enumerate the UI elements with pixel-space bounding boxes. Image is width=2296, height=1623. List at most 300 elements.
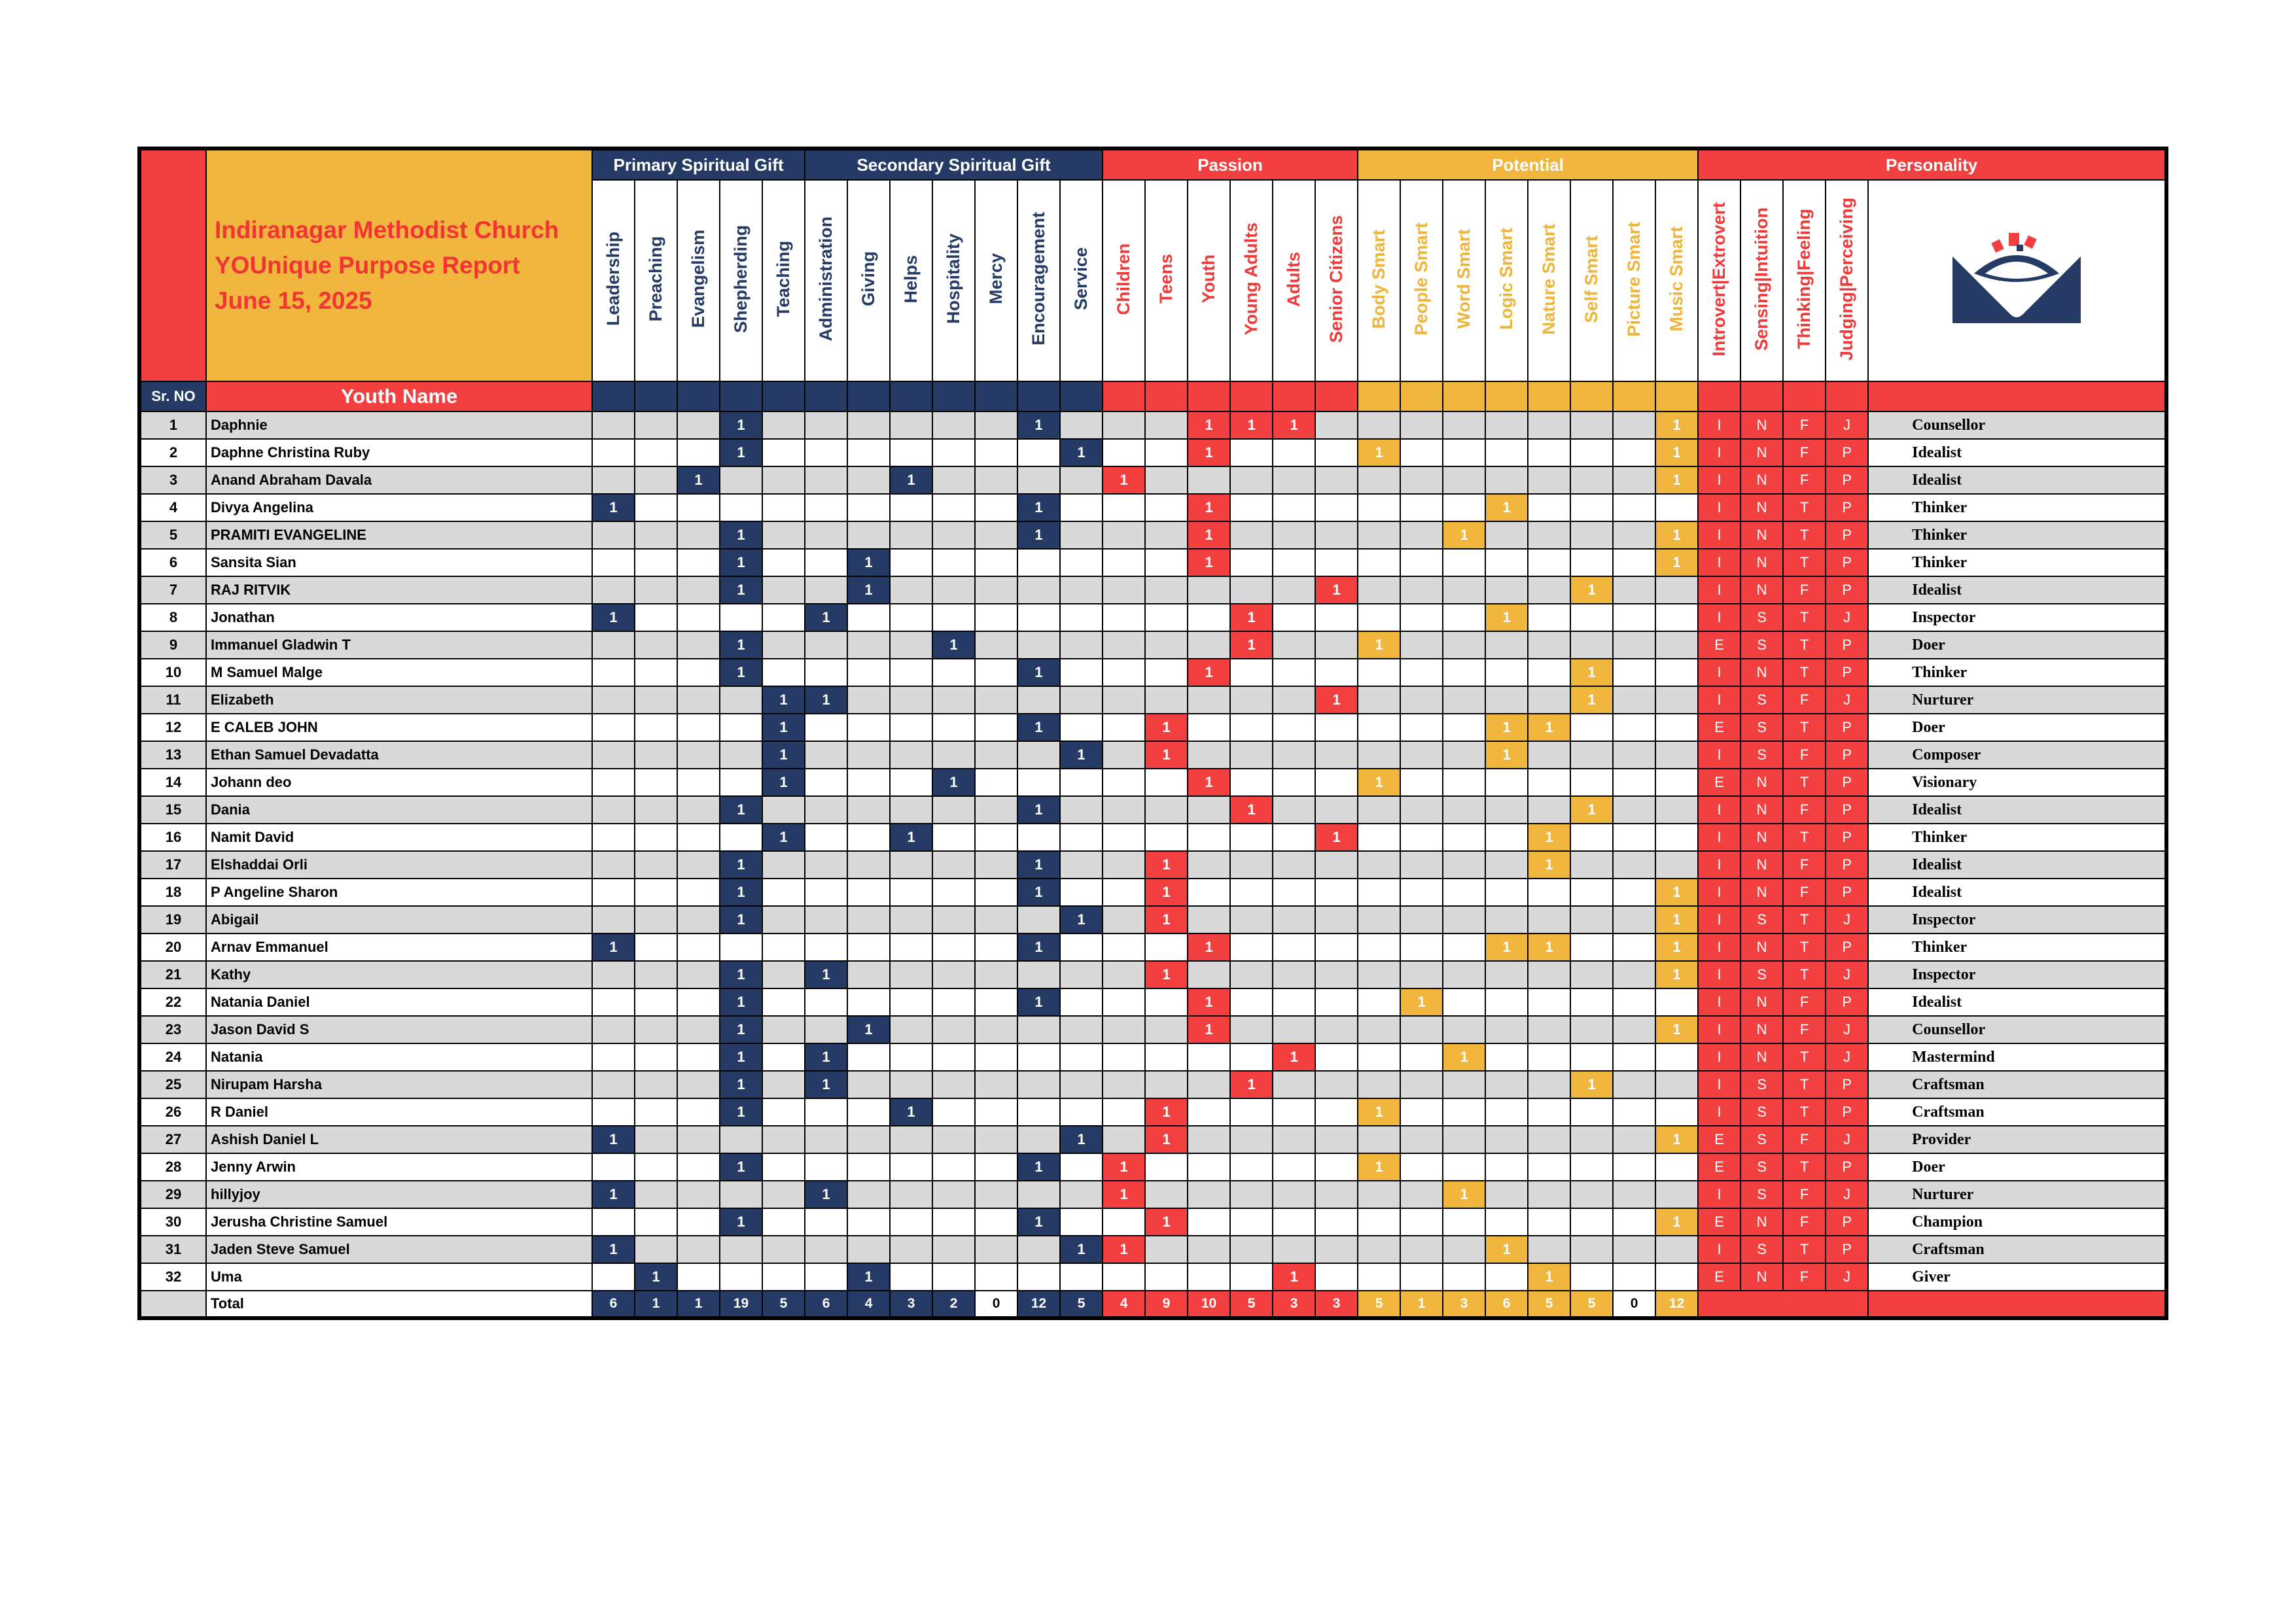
row-cell <box>1188 851 1230 879</box>
personality-letter: S <box>1740 1126 1783 1153</box>
row-cell <box>1358 1043 1400 1071</box>
personality-type: Doer <box>1868 714 2165 741</box>
row-cell: 1 <box>635 1263 677 1291</box>
row-cell <box>1655 796 1698 824</box>
row-cell <box>1230 1263 1273 1291</box>
row-cell <box>1358 1071 1400 1098</box>
row-cell <box>1315 521 1358 549</box>
row-youth-name: Jonathan <box>206 604 592 631</box>
row-cell <box>890 769 932 796</box>
header-band-cell <box>932 381 975 411</box>
personality-letter: F <box>1783 988 1826 1016</box>
personality-letter: F <box>1783 1181 1826 1208</box>
table-row <box>141 769 2165 796</box>
row-cell <box>1528 906 1570 934</box>
row-cell <box>932 604 975 631</box>
row-cell <box>1400 686 1443 714</box>
row-cell <box>890 714 932 741</box>
row-cell <box>1017 1071 1060 1098</box>
row-cell: 1 <box>1017 1153 1060 1181</box>
row-cell <box>1570 988 1613 1016</box>
category-label: Word Smart <box>1454 229 1474 329</box>
row-cell <box>1103 686 1145 714</box>
row-cell <box>677 796 720 824</box>
row-cell <box>1443 576 1485 604</box>
row-cell: 1 <box>1230 1071 1273 1098</box>
row-cell <box>932 906 975 934</box>
row-cell <box>1103 741 1145 769</box>
row-cell <box>1400 439 1443 466</box>
row-cell <box>1230 494 1273 521</box>
row-cell <box>1528 961 1570 988</box>
row-cell <box>720 741 762 769</box>
row-cell: 1 <box>720 549 762 576</box>
row-cell: 1 <box>720 796 762 824</box>
row-cell <box>1103 494 1145 521</box>
row-cell <box>1443 439 1485 466</box>
row-sr-no: 13 <box>141 741 206 769</box>
row-cell: 1 <box>1315 686 1358 714</box>
row-sr-no: 7 <box>141 576 206 604</box>
personality-letter: P <box>1826 659 1868 686</box>
row-cell <box>1655 1263 1698 1291</box>
row-cell <box>762 1153 805 1181</box>
row-cell <box>1230 906 1273 934</box>
row-cell: 1 <box>1145 714 1188 741</box>
row-cell <box>1060 1208 1103 1236</box>
row-cell <box>635 796 677 824</box>
personality-letter: N <box>1740 1208 1783 1236</box>
row-youth-name: Anand Abraham Davala <box>206 466 592 494</box>
row-cell <box>1528 466 1570 494</box>
row-cell <box>975 879 1017 906</box>
row-cell <box>635 988 677 1016</box>
row-cell: 1 <box>890 824 932 851</box>
row-cell <box>1400 851 1443 879</box>
row-cell <box>592 659 635 686</box>
row-cell <box>592 824 635 851</box>
row-cell <box>1103 439 1145 466</box>
row-cell <box>1400 769 1443 796</box>
row-cell <box>1358 741 1400 769</box>
row-cell <box>890 879 932 906</box>
row-cell <box>1188 824 1230 851</box>
row-youth-name: Jaden Steve Samuel <box>206 1236 592 1263</box>
row-cell <box>1400 1071 1443 1098</box>
row-cell <box>635 411 677 439</box>
row-cell <box>932 714 975 741</box>
personality-letter: T <box>1783 1071 1826 1098</box>
row-cell: 1 <box>1443 1181 1485 1208</box>
table-row <box>141 714 2165 741</box>
row-cell <box>677 879 720 906</box>
row-cell <box>1570 769 1613 796</box>
row-cell <box>1655 714 1698 741</box>
row-cell <box>847 988 890 1016</box>
row-cell <box>932 439 975 466</box>
row-youth-name: Immanuel Gladwin T <box>206 631 592 659</box>
row-cell <box>847 631 890 659</box>
report-title-block <box>206 150 592 381</box>
row-cell <box>1358 1208 1400 1236</box>
row-cell <box>847 906 890 934</box>
row-youth-name: Jason David S <box>206 1016 592 1043</box>
row-cell <box>975 521 1017 549</box>
row-youth-name: Daphnie <box>206 411 592 439</box>
row-cell: 1 <box>1485 604 1528 631</box>
row-cell <box>975 1043 1017 1071</box>
row-cell <box>1230 466 1273 494</box>
row-cell: 1 <box>1103 1236 1145 1263</box>
row-cell <box>1060 1263 1103 1291</box>
personality-letter: P <box>1826 851 1868 879</box>
row-cell <box>1145 1153 1188 1181</box>
personality-letter: P <box>1826 439 1868 466</box>
row-cell <box>1613 521 1655 549</box>
personality-letter: N <box>1740 439 1783 466</box>
row-cell <box>1273 934 1315 961</box>
category-header <box>1145 180 1188 381</box>
row-cell <box>890 411 932 439</box>
personality-letter: I <box>1698 988 1740 1016</box>
personality-axis-label: Introvert|Extrovert <box>1709 201 1729 357</box>
row-cell <box>1443 1126 1485 1153</box>
table-row <box>141 1236 2165 1263</box>
personality-letter: N <box>1740 411 1783 439</box>
row-cell <box>1443 879 1485 906</box>
total-value: 5 <box>762 1291 805 1317</box>
row-cell <box>1145 988 1188 1016</box>
row-cell <box>1017 961 1060 988</box>
personality-letter: T <box>1783 824 1826 851</box>
row-cell <box>1230 1208 1273 1236</box>
row-cell: 1 <box>1570 686 1613 714</box>
row-cell <box>1017 1016 1060 1043</box>
row-cell <box>1655 1071 1698 1098</box>
row-cell <box>1655 576 1698 604</box>
personality-letter: T <box>1783 494 1826 521</box>
row-cell <box>1655 686 1698 714</box>
table-row <box>141 824 2165 851</box>
row-cell <box>1485 1153 1528 1181</box>
header-band-cell <box>1315 381 1358 411</box>
row-youth-name: PRAMITI EVANGELINE <box>206 521 592 549</box>
row-cell <box>1570 824 1613 851</box>
row-cell <box>1528 604 1570 631</box>
row-cell <box>805 1153 847 1181</box>
row-cell <box>1485 879 1528 906</box>
row-cell <box>1443 686 1485 714</box>
total-value: 1 <box>677 1291 720 1317</box>
personality-type: Craftsman <box>1868 1098 2165 1126</box>
row-cell <box>677 1098 720 1126</box>
personality-letter: T <box>1783 714 1826 741</box>
row-cell <box>1570 549 1613 576</box>
row-cell <box>1358 714 1400 741</box>
sr-no-header: Sr. NO <box>141 381 206 411</box>
table-row <box>141 521 2165 549</box>
row-cell: 1 <box>1017 988 1060 1016</box>
row-cell <box>1230 741 1273 769</box>
total-value: 4 <box>1103 1291 1145 1317</box>
table-row <box>141 1208 2165 1236</box>
header-band-cell <box>1145 381 1188 411</box>
row-cell: 1 <box>1485 714 1528 741</box>
row-cell: 1 <box>720 631 762 659</box>
personality-type: Craftsman <box>1868 1236 2165 1263</box>
total-value: 5 <box>1570 1291 1613 1317</box>
row-cell <box>1655 494 1698 521</box>
row-cell <box>1443 824 1485 851</box>
row-cell <box>762 851 805 879</box>
row-cell: 1 <box>1017 494 1060 521</box>
row-cell <box>1485 1126 1528 1153</box>
row-cell <box>1485 1208 1528 1236</box>
row-cell <box>932 686 975 714</box>
row-cell <box>932 549 975 576</box>
personality-letter: N <box>1740 796 1783 824</box>
row-cell <box>1273 961 1315 988</box>
row-cell <box>1060 988 1103 1016</box>
row-cell <box>762 796 805 824</box>
category-header <box>1017 180 1060 381</box>
row-sr-no: 29 <box>141 1181 206 1208</box>
row-cell <box>847 439 890 466</box>
row-cell <box>1570 521 1613 549</box>
row-cell <box>1017 741 1060 769</box>
row-cell <box>677 411 720 439</box>
row-cell: 1 <box>720 1016 762 1043</box>
row-cell: 1 <box>1230 796 1273 824</box>
row-cell: 1 <box>1188 659 1230 686</box>
row-cell <box>1400 906 1443 934</box>
header-band-cell <box>1740 381 1783 411</box>
totals-sr-cell <box>141 1291 206 1317</box>
row-cell <box>1358 521 1400 549</box>
row-cell <box>1358 576 1400 604</box>
personality-type: Thinker <box>1868 659 2165 686</box>
row-cell <box>762 1208 805 1236</box>
row-cell <box>635 1098 677 1126</box>
personality-axis-label: Thinking|Feeling <box>1794 209 1814 349</box>
row-cell <box>762 961 805 988</box>
row-cell <box>975 741 1017 769</box>
row-youth-name: Jerusha Christine Samuel <box>206 1208 592 1236</box>
personality-type: Idealist <box>1868 879 2165 906</box>
row-cell <box>1060 521 1103 549</box>
row-cell <box>1613 824 1655 851</box>
row-cell <box>1613 1181 1655 1208</box>
row-cell <box>1060 1098 1103 1126</box>
row-cell: 1 <box>1485 1236 1528 1263</box>
row-cell <box>762 906 805 934</box>
row-cell <box>1230 439 1273 466</box>
row-cell <box>805 769 847 796</box>
row-cell <box>1613 796 1655 824</box>
row-cell: 1 <box>847 1263 890 1291</box>
row-cell <box>1400 824 1443 851</box>
table-row <box>141 686 2165 714</box>
row-youth-name: Jenny Arwin <box>206 1153 592 1181</box>
row-cell <box>1655 1236 1698 1263</box>
personality-type: Idealist <box>1868 988 2165 1016</box>
category-header <box>847 180 890 381</box>
category-label: Adults <box>1284 251 1304 307</box>
row-sr-no: 3 <box>141 466 206 494</box>
row-cell <box>932 934 975 961</box>
row-cell <box>1485 686 1528 714</box>
row-cell <box>1145 824 1188 851</box>
category-header <box>975 180 1017 381</box>
personality-letter: T <box>1783 659 1826 686</box>
row-cell <box>1103 1208 1145 1236</box>
row-cell <box>1315 851 1358 879</box>
table-row <box>141 961 2165 988</box>
personality-letter: P <box>1826 879 1868 906</box>
row-cell <box>592 631 635 659</box>
row-cell <box>1485 988 1528 1016</box>
row-cell <box>762 988 805 1016</box>
category-header <box>720 180 762 381</box>
personality-type: Idealist <box>1868 466 2165 494</box>
row-cell <box>890 1071 932 1098</box>
row-cell <box>1315 741 1358 769</box>
category-header <box>932 180 975 381</box>
row-cell <box>1528 439 1570 466</box>
row-sr-no: 6 <box>141 549 206 576</box>
row-cell: 1 <box>805 686 847 714</box>
personality-letter: I <box>1698 604 1740 631</box>
row-cell <box>635 631 677 659</box>
personality-letter: P <box>1826 796 1868 824</box>
row-cell <box>1188 741 1230 769</box>
row-cell <box>720 1263 762 1291</box>
row-cell <box>592 1098 635 1126</box>
row-cell <box>635 1153 677 1181</box>
total-value: 12 <box>1017 1291 1060 1317</box>
personality-letter: P <box>1826 988 1868 1016</box>
category-header <box>1400 180 1443 381</box>
row-cell: 1 <box>1230 631 1273 659</box>
row-cell <box>1103 824 1145 851</box>
report-title-line3: June 15, 2025 <box>215 287 372 314</box>
row-youth-name: Dania <box>206 796 592 824</box>
row-cell <box>592 549 635 576</box>
personality-type: Giver <box>1868 1263 2165 1291</box>
row-cell <box>1315 879 1358 906</box>
row-cell <box>847 686 890 714</box>
personality-letter: I <box>1698 879 1740 906</box>
personality-letter: F <box>1783 1016 1826 1043</box>
row-cell <box>1400 879 1443 906</box>
totals-label: Total <box>206 1291 592 1317</box>
row-cell <box>592 741 635 769</box>
row-cell <box>847 851 890 879</box>
total-value: 10 <box>1188 1291 1230 1317</box>
row-cell <box>1145 1263 1188 1291</box>
row-cell <box>1315 659 1358 686</box>
group-header: Secondary Spiritual Gift <box>805 150 1103 180</box>
row-cell <box>1060 1043 1103 1071</box>
row-cell: 1 <box>1443 521 1485 549</box>
table-row <box>141 631 2165 659</box>
row-cell <box>847 934 890 961</box>
row-cell <box>592 1208 635 1236</box>
personality-letter: P <box>1826 1098 1868 1126</box>
row-cell <box>1188 879 1230 906</box>
total-value: 6 <box>805 1291 847 1317</box>
header-band-cell <box>1358 381 1400 411</box>
row-cell <box>677 1208 720 1236</box>
header-band-cell <box>1485 381 1528 411</box>
row-cell: 1 <box>1273 411 1315 439</box>
row-cell: 1 <box>1145 961 1188 988</box>
row-cell <box>1613 1208 1655 1236</box>
total-value: 5 <box>1528 1291 1570 1317</box>
row-cell: 1 <box>805 961 847 988</box>
row-cell <box>635 659 677 686</box>
report-title-line2: YOUnique Purpose Report <box>215 252 520 279</box>
personality-type: Idealist <box>1868 439 2165 466</box>
personality-letter: S <box>1740 1181 1783 1208</box>
header-band-cell <box>762 381 805 411</box>
row-youth-name: Elshaddai Orli <box>206 851 592 879</box>
personality-letter: I <box>1698 1098 1740 1126</box>
personality-letter: J <box>1826 411 1868 439</box>
row-cell: 1 <box>847 549 890 576</box>
row-cell <box>1400 631 1443 659</box>
row-cell <box>1315 439 1358 466</box>
row-sr-no: 28 <box>141 1153 206 1181</box>
row-cell: 1 <box>720 988 762 1016</box>
row-cell <box>847 1236 890 1263</box>
row-cell <box>1485 906 1528 934</box>
row-cell: 1 <box>1485 741 1528 769</box>
row-cell <box>1017 769 1060 796</box>
row-cell: 1 <box>805 1043 847 1071</box>
personality-letter: I <box>1698 576 1740 604</box>
row-cell <box>975 1263 1017 1291</box>
row-cell <box>1613 1236 1655 1263</box>
row-youth-name: Natania Daniel <box>206 988 592 1016</box>
row-cell <box>1230 961 1273 988</box>
table-row <box>141 576 2165 604</box>
category-header <box>1613 180 1655 381</box>
personality-letter: N <box>1740 466 1783 494</box>
row-cell <box>1613 494 1655 521</box>
row-cell <box>975 1098 1017 1126</box>
row-cell: 1 <box>932 769 975 796</box>
row-cell <box>805 439 847 466</box>
row-cell <box>890 1208 932 1236</box>
row-cell <box>1230 549 1273 576</box>
row-cell <box>1273 659 1315 686</box>
personality-letter: P <box>1826 741 1868 769</box>
row-cell <box>1485 1016 1528 1043</box>
row-cell <box>762 1181 805 1208</box>
row-cell: 1 <box>890 1098 932 1126</box>
row-cell <box>635 851 677 879</box>
row-cell <box>1188 686 1230 714</box>
row-cell: 1 <box>720 879 762 906</box>
personality-letter: P <box>1826 549 1868 576</box>
row-cell: 1 <box>1230 604 1273 631</box>
total-value: 2 <box>932 1291 975 1317</box>
personality-letter: P <box>1826 824 1868 851</box>
row-cell <box>720 824 762 851</box>
personality-letter: N <box>1740 988 1783 1016</box>
header-band-cell <box>1570 381 1613 411</box>
